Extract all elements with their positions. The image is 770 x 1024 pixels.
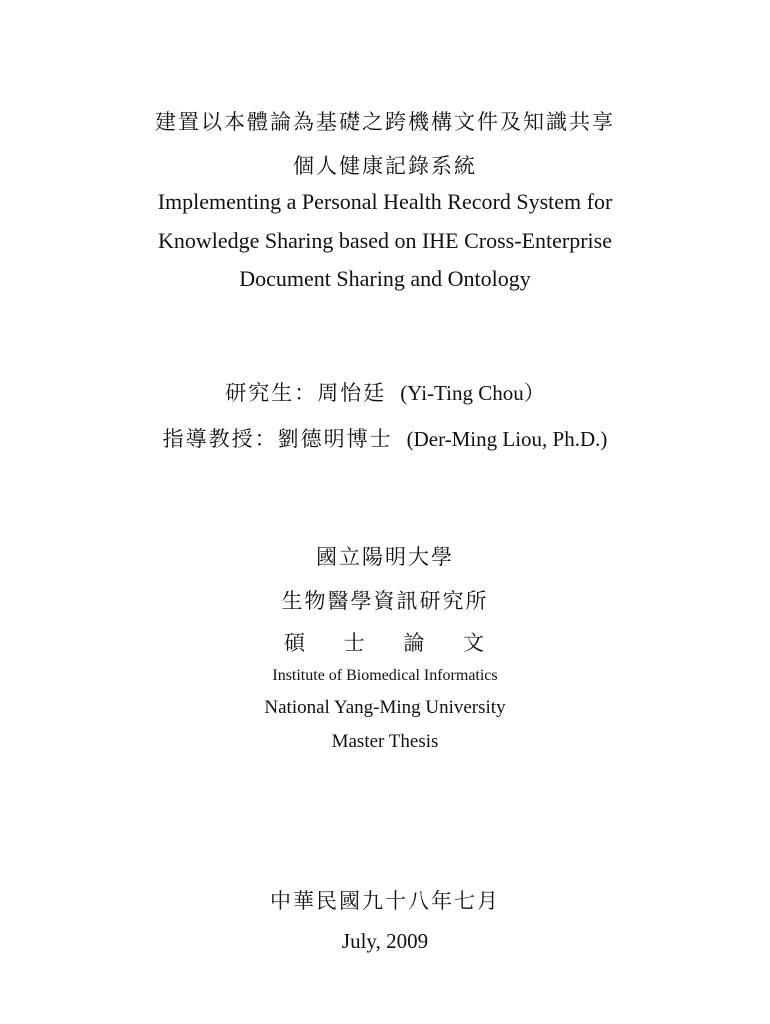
thesis-zh-char-4: 文: [463, 631, 487, 655]
thesis-zh-char-2: 士: [343, 631, 367, 655]
advisor-line: [0, 423, 770, 453]
title-zh-line-2: 個人健康記錄系統: [293, 154, 477, 178]
title-en-line-2: Knowledge Sharing based on IHE Cross-Enterprise: [158, 228, 612, 253]
university-en: National Yang-Ming University: [264, 697, 506, 718]
advisor-label: 指導教授：劉德明博士: [162, 427, 393, 451]
institute-en: Institute of Biomedical Informatics: [272, 667, 498, 684]
thesis-zh-char-3: 論: [403, 631, 427, 655]
institute-zh: 生物醫學資訊研究所: [281, 589, 489, 613]
university-zh: 國立陽明大學: [316, 545, 454, 569]
thesis-zh: [0, 627, 770, 657]
date-zh: 中華民國九十八年七月: [270, 889, 500, 913]
student-name-en: (Yi-Ting Chou）: [400, 381, 545, 405]
advisor-name-en: (Der-Ming Liou, Ph.D.): [406, 427, 608, 451]
title-zh-line-1: 建置以本體論為基礎之跨機構文件及知識共享: [155, 110, 615, 134]
title-en-line-3: Document Sharing and Ontology: [239, 266, 531, 291]
date-en: July, 2009: [341, 929, 429, 953]
student-label: 研究生：周怡廷: [225, 381, 387, 405]
student-line: [0, 377, 770, 407]
thesis-en: Master Thesis: [331, 731, 439, 752]
title-en-line-1: Implementing a Personal Health Record System for: [157, 189, 613, 214]
thesis-zh-char-1: 碩: [283, 631, 307, 655]
